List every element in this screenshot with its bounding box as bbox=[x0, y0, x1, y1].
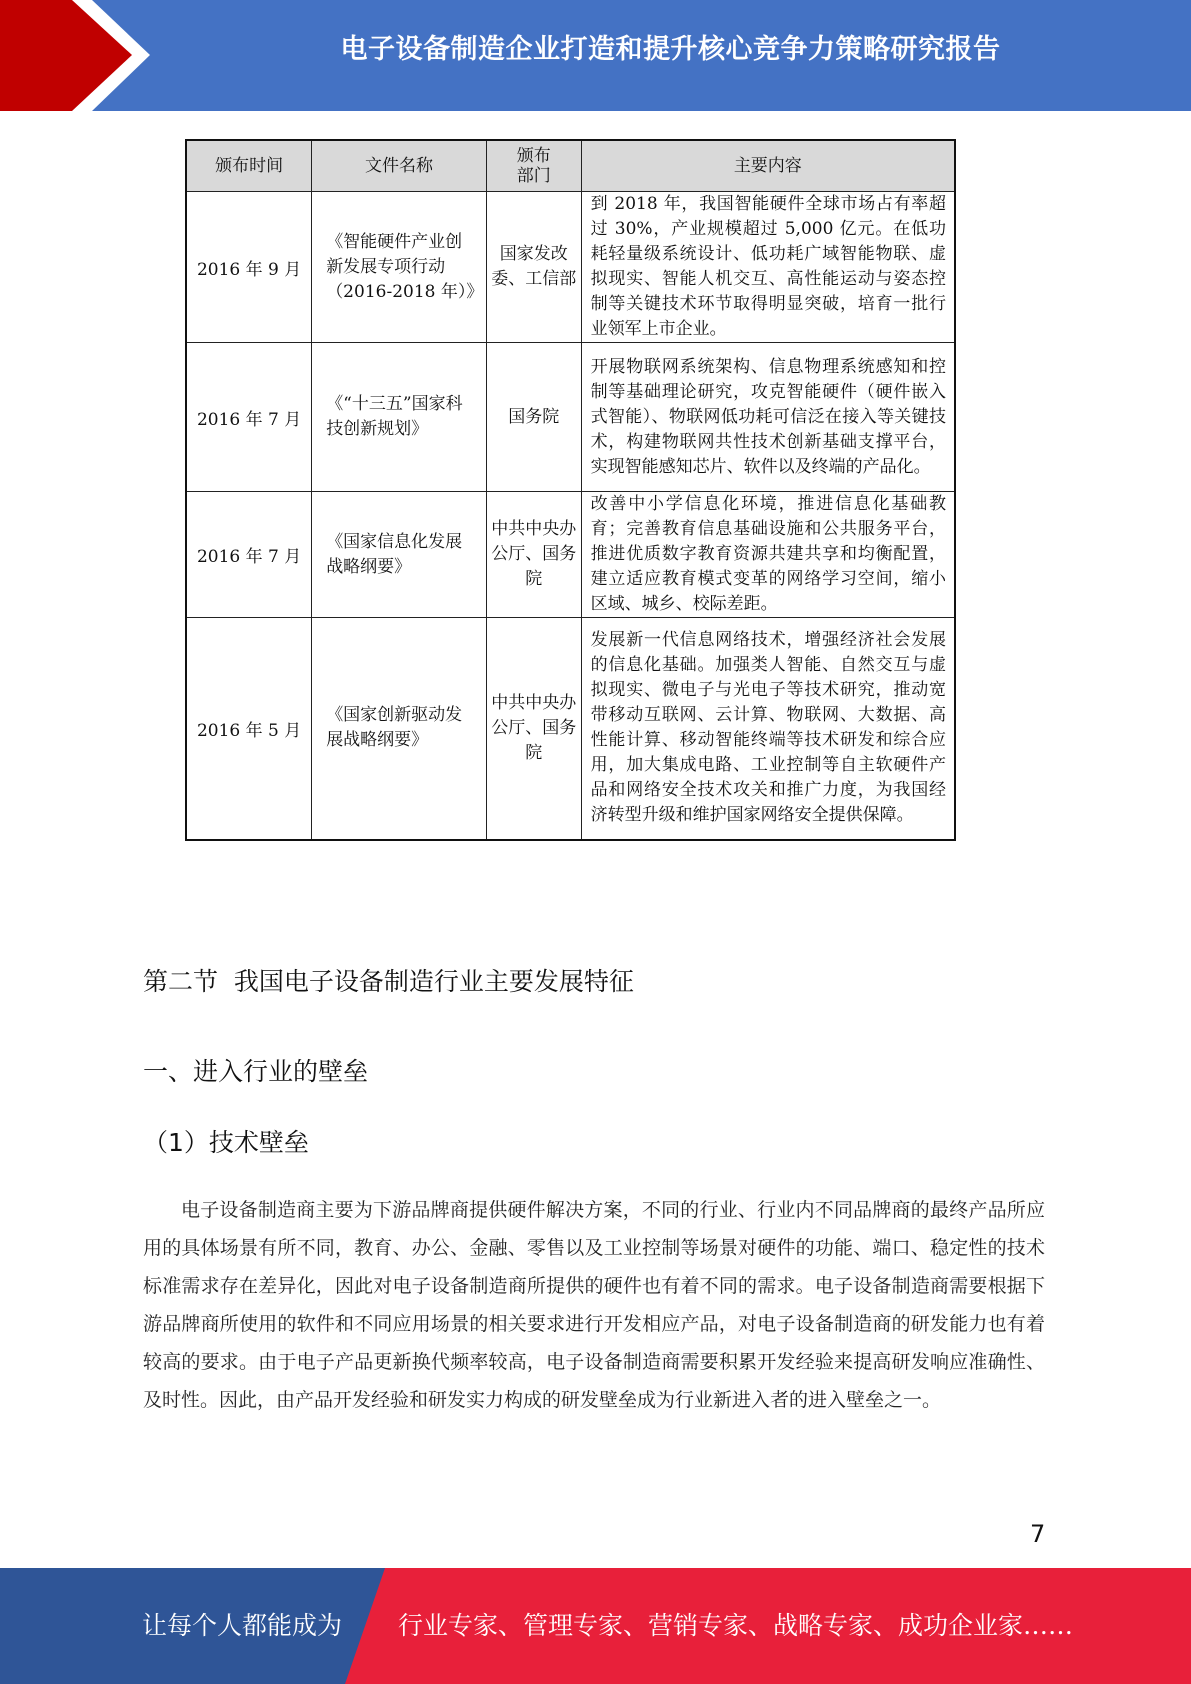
row-date: 2016 年 7 月 bbox=[186, 492, 312, 618]
row-department: 中共中央办公厅、国务院 bbox=[486, 618, 581, 840]
row-content: 发展新一代信息网络技术，增强经济社会发展的信息化基础。加强类人智能、自然交互与虚拟现实、微电子与光电子等技术研究，推动宽带移动互联网、云计算、物联网、大数据、高性能计算、移动智能终端等技术研发和综合应用，加大集成电路、工业控制等自主软硬件产品和网络安全技术攻关和推广力度，为我国经济转型升级和维护国家网络安全提供保障。 bbox=[581, 618, 955, 840]
row-department: 国务院 bbox=[486, 343, 581, 492]
row-document-name: 《智能硬件产业创新发展专项行动（2016-2018 年）》 bbox=[312, 192, 487, 343]
table-row bbox=[186, 618, 955, 840]
section-heading: 第二节 我国电子设备制造行业主要发展特征 bbox=[143, 967, 634, 996]
subsection-heading: 一、进入行业的壁垒 bbox=[143, 1057, 369, 1086]
chevron-arrow-icon bbox=[0, 0, 160, 111]
column-header-content: 主要内容 bbox=[581, 140, 955, 192]
row-document-name: 《国家信息化发展战略纲要》 bbox=[312, 492, 487, 618]
column-header-dept: 颁布 部门 bbox=[486, 140, 581, 192]
sub-subsection-heading: （1）技术壁垒 bbox=[143, 1128, 309, 1157]
footer-slogan-left: 让每个人都能成为 bbox=[142, 1611, 343, 1640]
table-row bbox=[186, 192, 955, 343]
policy-table bbox=[185, 139, 956, 841]
table-header-row bbox=[186, 140, 955, 192]
row-date: 2016 年 5 月 bbox=[186, 618, 312, 840]
row-document-name: 《“十三五”国家科技创新规划》 bbox=[312, 343, 487, 492]
row-content: 改善中小学信息化环境，推进信息化基础教育；完善教育信息基础设施和公共服务平台，推进优质数字教育资源共建共享和均衡配置，建立适应教育模式变革的网络学习空间，缩小区域、城乡、校际差距。 bbox=[581, 492, 955, 618]
column-header-date: 颁布时间 bbox=[186, 140, 312, 192]
row-date: 2016 年 9 月 bbox=[186, 192, 312, 343]
footer-banner bbox=[0, 1568, 1191, 1684]
report-title: 电子设备制造企业打造和提升核心竞争力策略研究报告 bbox=[340, 34, 1001, 65]
page-number: 7 bbox=[1030, 1520, 1046, 1548]
footer-slogan-right: 行业专家、管理专家、营销专家、战略专家、成功企业家…… bbox=[398, 1611, 1074, 1640]
row-date: 2016 年 7 月 bbox=[186, 343, 312, 492]
column-header-name: 文件名称 bbox=[312, 140, 487, 192]
row-department: 国家发改委、工信部 bbox=[486, 192, 581, 343]
policy-table-container bbox=[185, 139, 956, 841]
row-document-name: 《国家创新驱动发展战略纲要》 bbox=[312, 618, 487, 840]
row-content: 到 2018 年，我国智能硬件全球市场占有率超过 30%，产业规模超过 5,000 亿元。在低功耗轻量级系统设计、低功耗广域智能物联、虚拟现实、智能人机交互、高性能运动与姿态控制等关键技术环节取得明显突破，培育一批行业领军上市企业。 bbox=[581, 192, 955, 343]
row-content: 开展物联网系统架构、信息物理系统感知和控制等基础理论研究，攻克智能硬件（硬件嵌入式智能）、物联网低功耗可信泛在接入等关键技术，构建物联网共性技术创新基础支撑平台，实现智能感知芯片、软件以及终端的产品化。 bbox=[581, 343, 955, 492]
header-banner bbox=[0, 0, 1191, 111]
row-department: 中共中央办公厅、国务院 bbox=[486, 492, 581, 618]
table-row bbox=[186, 492, 955, 618]
table-row bbox=[186, 343, 955, 492]
body-paragraph: 电子设备制造商主要为下游品牌商提供硬件解决方案，不同的行业、行业内不同品牌商的最终产品所应用的具体场景有所不同，教育、办公、金融、零售以及工业控制等场景对硬件的功能、端口、稳定性的技术标准需求存在差异化，因此对电子设备制造商所提供的硬件也有着不同的需求。电子设备制造商需要根据下游品牌商所使用的软件和不同应用场景的相关要求进行开发相应产品，对电子设备制造商的研发能力也有着较高的要求。由于电子产品更新换代频率较高，电子设备制造商需要积累开发经验来提高研发响应准确性、及时性。因此，由产品开发经验和研发实力构成的研发壁垒成为行业新进入者的进入壁垒之一。 bbox=[143, 1199, 1045, 1411]
